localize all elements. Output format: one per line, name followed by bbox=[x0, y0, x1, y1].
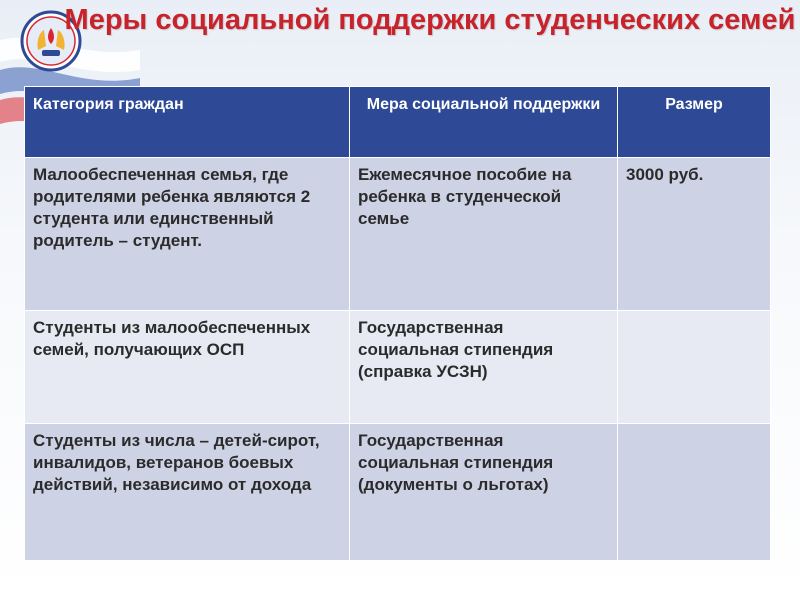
table-row bbox=[25, 424, 771, 561]
table-header-row bbox=[25, 87, 771, 158]
support-measures-table bbox=[24, 86, 771, 561]
cell-measure: Государственная социальная стипендия (документы о льготах) bbox=[350, 424, 618, 561]
cell-measure: Государственная социальная стипендия (справка УСЗН) bbox=[350, 311, 618, 424]
cell-category: Студенты из числа – детей-сирот, инвалидов, ветеранов боевых действий, независимо от дохода bbox=[25, 424, 350, 561]
header-amount: Размер bbox=[618, 87, 771, 158]
header-category: Категория граждан bbox=[25, 87, 350, 158]
table-row bbox=[25, 158, 771, 311]
page-title: Меры социальной поддержки студенческих семей bbox=[64, 4, 796, 36]
cell-amount bbox=[618, 311, 771, 424]
cell-measure: Ежемесячное пособие на ребенка в студенческой семье bbox=[350, 158, 618, 311]
cell-amount: 3000 руб. bbox=[618, 158, 771, 311]
cell-category: Студенты из малообеспеченных семей, получающих ОСП bbox=[25, 311, 350, 424]
table-row bbox=[25, 311, 771, 424]
header-measure: Мера социальной поддержки bbox=[350, 87, 618, 158]
cell-amount bbox=[618, 424, 771, 561]
cell-category: Малообеспеченная семья, где родителями ребенка являются 2 студента или единственный родитель – студент. bbox=[25, 158, 350, 311]
